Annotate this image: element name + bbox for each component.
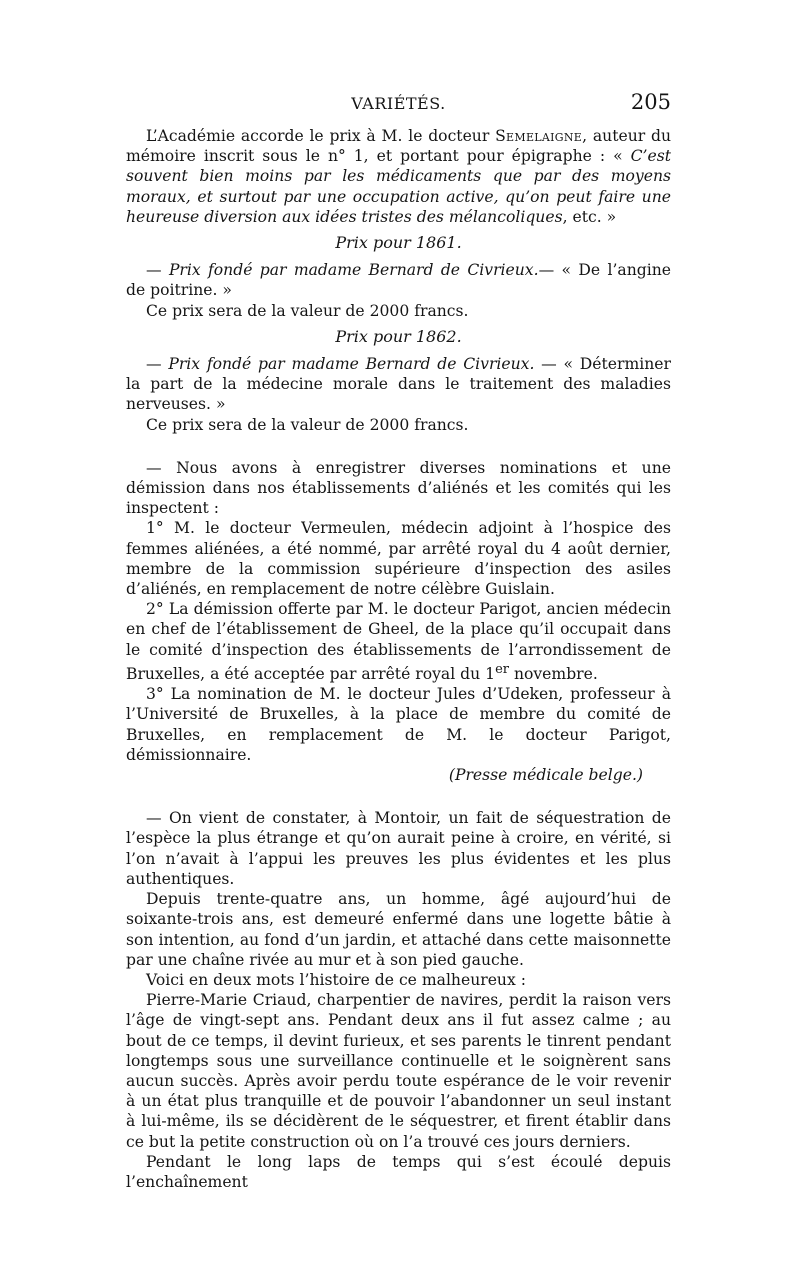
- paragraph-criaud: Pierre-Marie Criaud, charpentier de navires, perdit la raison vers l’âge de vingt-sept ans. Pendant deux ans il fut assez calme ; au bout de ce temps, il devint furieux, et ses parents le tinrent pendant longtemps sous une surveillance continuelle et le soignèrent sans aucun succès. Après avoir perdu toute espérance de le voir revenir à un état plus tranquille et de pouvoir l’abandonner un seul instant à lui-même, ils se décidèrent de le séquestrer, et firent établir dans ce but la petite construction où on l’a trouvé ces jours derniers.: [126, 991, 671, 1151]
- paragraph-prize-1862: — Prix fondé par madame Bernard de Civrieux. — « Déterminer la part de la médecine morale dans le traitement des maladies nerveuses. »: [126, 355, 671, 414]
- heading-prize-1861: Prix pour 1861.: [335, 233, 462, 253]
- paragraph-history-intro: Voici en deux mots l’histoire de ce malheureux :: [146, 970, 526, 989]
- paragraph-academie-prize: L’Académie accorde le prix à M. le docteur Semelaigne, auteur du mémoire inscrit sous le n° 1, et portant pour épigraphe : « C’est souvent bien moins par les médicaments que par des moyens moraux, et surtout par une occupation active, qu’on peut faire une heureuse diversion aux idées tristes des mélancoliques, etc. »: [126, 127, 671, 226]
- body-text: [126, 126, 671, 1192]
- paragraph-enchainement: Pendant le long laps de temps qui s’est écoulé depuis l’enchaînement: [126, 1152, 671, 1191]
- paragraph-nomination-2: 2° La démission offerte par M. le docteur Parigot, ancien médecin en chef de l’établissement de Gheel, de la place qu’il occupait dans le comité d’inspection des établissements de l’arrondissement de Bruxelles, a été acceptée par arrêté royal du 1er novembre.: [126, 600, 671, 684]
- paragraph-nomination-3: 3° La nomination de M. le docteur Jules d’Udeken, professeur à l’Université de Bruxelles, à la place de membre du comité de Bruxelles, en remplacement de M. le docteur Parigot, démissionnaire.: [126, 685, 671, 764]
- paragraph-prize-1861-value: Ce prix sera de la valeur de 2000 francs.: [146, 301, 469, 320]
- paragraph-prize-1862-value: Ce prix sera de la valeur de 2000 francs.: [146, 415, 469, 434]
- paragraph-prize-1861: — Prix fondé par madame Bernard de Civrieux.— « De l’angine de poitrine. »: [126, 261, 671, 300]
- paragraph-nomination-1: 1° M. le docteur Vermeulen, médecin adjoint à l’hospice des femmes aliénées, a été nommé, par arrêté royal du 4 août dernier, membre de la commission supérieure d’inspection des asiles d’aliénés, en remplacement de notre célèbre Guislain.: [126, 519, 671, 599]
- paragraph-nominations: — Nous avons à enregistrer diverses nominations et une démission dans nos établissements d’aliénés et les comités qui les inspectent :: [126, 458, 671, 518]
- paragraph-thirty-four-years: Depuis trente-quatre ans, un homme, âgé aujourd’hui de soixante-trois ans, est demeuré enfermé dans une logette bâtie à son intention, au fond d’un jardin, et attaché dans cette maisonnette par une chaîne rivée au mur et à son pied gauche.: [126, 890, 671, 969]
- page-header: [126, 90, 671, 120]
- heading-prize-1862: Prix pour 1862.: [335, 326, 462, 346]
- author-name: Semelaigne: [495, 127, 583, 145]
- paragraph-montoir: — On vient de constater, à Montoir, un fait de séquestration de l’espèce la plus étrange et qu’on aurait peine à croire, en vérité, si l’on n’avait à l’appui les preuves les plus évidentes et les plus authentiques.: [126, 809, 671, 888]
- epigraph: C’est souvent bien moins par les médicaments que par des moyens moraux, et surtout par une occupation active, qu’on peut faire une heureuse diversion aux idées tristes des mélancoliques: [126, 147, 671, 226]
- page-number: 205: [630, 90, 671, 114]
- source-citation: (Presse médicale belge.): [448, 766, 643, 785]
- section-gap: [126, 435, 671, 458]
- section-gap: [126, 785, 671, 808]
- running-title: VARIÉTÉS.: [351, 94, 446, 113]
